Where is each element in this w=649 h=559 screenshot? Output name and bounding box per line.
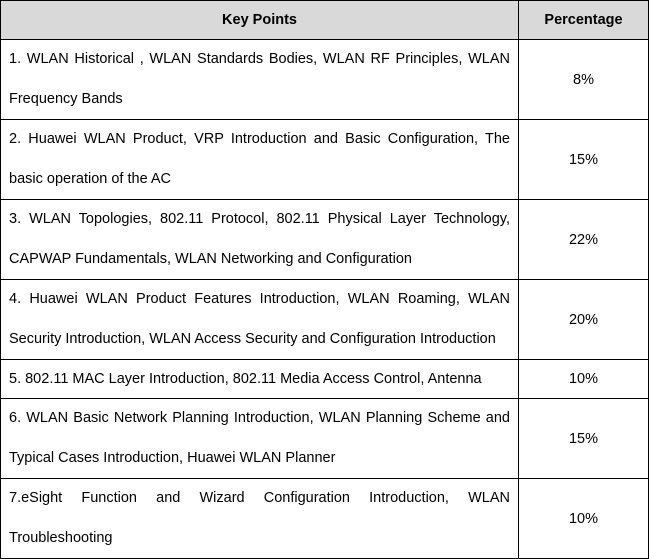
percentage-cell: 15% [519, 120, 649, 200]
table-row [1, 280, 649, 360]
header-key-points: Key Points [1, 1, 519, 40]
key-points-cell: 1. WLAN Historical , WLAN Standards Bodies, WLAN RF Principles, WLAN Frequency Bands [1, 40, 519, 120]
key-points-cell: 7.eSight Function and Wizard Configuration Introduction, WLAN Troubleshooting [1, 479, 519, 559]
percentage-cell: 8% [519, 40, 649, 120]
table-row [1, 120, 649, 200]
key-points-cell: 6. WLAN Basic Network Planning Introduction, WLAN Planning Scheme and Typical Cases Introduction, Huawei WLAN Planner [1, 399, 519, 479]
key-points-cell: 2. Huawei WLAN Product, VRP Introduction and Basic Configuration, The basic operation of the AC [1, 120, 519, 200]
table-row [1, 200, 649, 280]
key-points-cell: 5. 802.11 MAC Layer Introduction, 802.11 Media Access Control, Antenna [1, 360, 519, 399]
percentage-cell: 15% [519, 399, 649, 479]
table-row [1, 399, 649, 479]
percentage-cell: 20% [519, 280, 649, 360]
percentage-cell: 10% [519, 360, 649, 399]
percentage-cell: 10% [519, 479, 649, 559]
header-percentage: Percentage [519, 1, 649, 40]
table-row [1, 360, 649, 399]
key-points-cell: 3. WLAN Topologies, 802.11 Protocol, 802.11 Physical Layer Technology, CAPWAP Fundamentals, WLAN Networking and Configuration [1, 200, 519, 280]
key-points-cell: 4. Huawei WLAN Product Features Introduction, WLAN Roaming, WLAN Security Introduction, WLAN Access Security and Configuration Introduction [1, 280, 519, 360]
header-row [1, 1, 649, 40]
table-row [1, 479, 649, 559]
table-row [1, 40, 649, 120]
percentage-cell: 22% [519, 200, 649, 280]
